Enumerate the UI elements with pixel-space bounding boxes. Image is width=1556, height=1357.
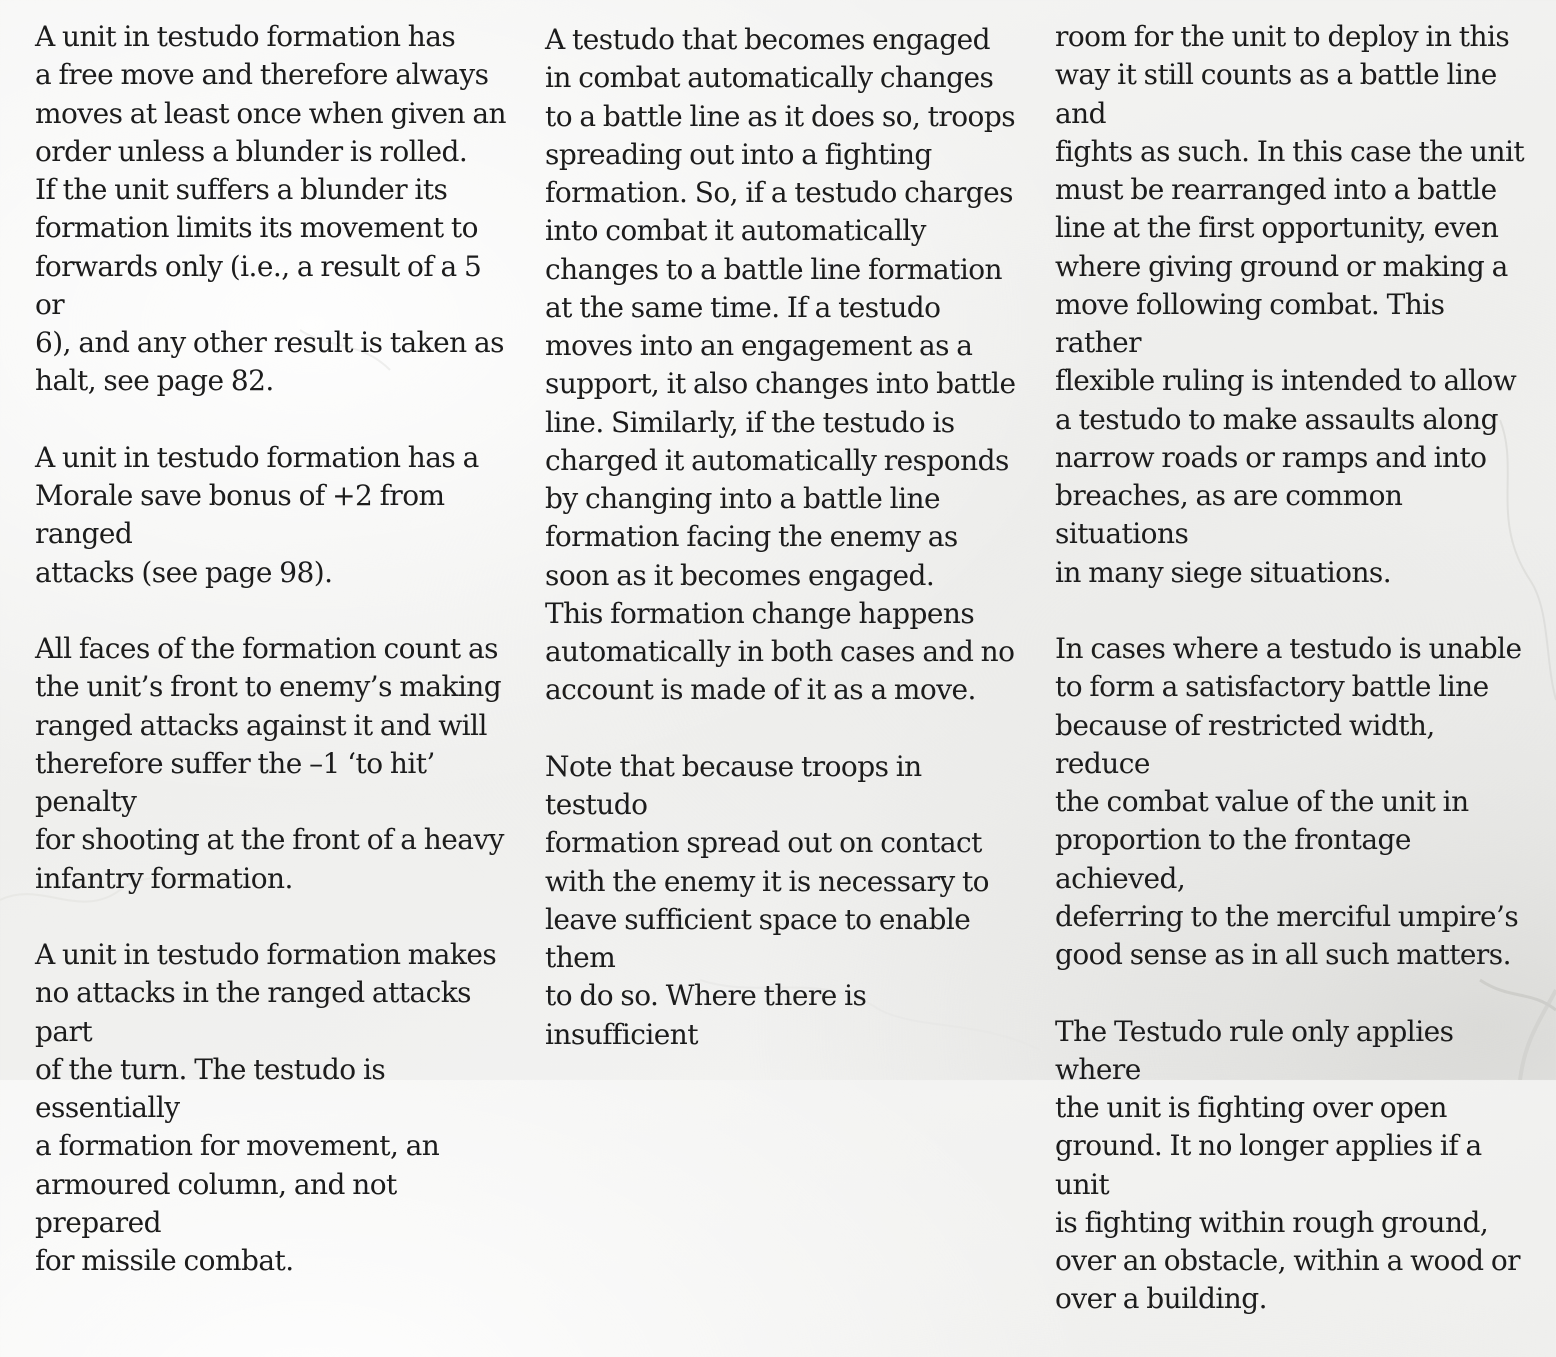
paragraph-open-ground-rule: The Testudo rule only applies where the unit is fighting over open ground. It no longer applies if a unit is fighting within rough ground, over an obstacle, within a wood or over a building. xyxy=(1055,1014,1520,1316)
text-column-3 xyxy=(1055,18,1535,1357)
paragraph-restricted-width: In cases where a testudo is unable to form a satisfactory battle line because of restricted width, reduce the combat value of the unit in proportion to the frontage achieved, deferring to the merciful umpire’s good sense as in all such matters. xyxy=(1055,632,1522,971)
paragraph-deploy-room: room for the unit to deploy in this way it still counts as a battle line and fights as such. In this case the unit must be rearranged into a battle line at the first opportunity, even where giving ground or making a move following combat. This rather flexible ruling is intended to allow a testudo to make assaults along narrow roads or ramps and into breaches, as are common situations in many siege situations. xyxy=(1055,20,1525,589)
paragraph-morale-save: A unit in testudo formation has a Morale save bonus of +2 from ranged attacks (see page 98). xyxy=(35,440,479,589)
paragraph-engaged-combat: A testudo that becomes engaged in combat automatically changes to a battle line as it does so, troops spreading out into a fighting formation. So, if a testudo charges into combat it automatically changes to a battle line formation at the same time. If a testudo moves into an engagement as a support, it also changes into battle line. Similarly, if the testudo is charged it automatically responds by changing into a battle line formation facing the enemy as soon as it becomes engaged. This formation change happens automatically in both cases and no account is made of it as a move. xyxy=(545,23,1016,707)
text-column-1 xyxy=(35,18,515,1319)
paragraph-no-ranged-attacks: A unit in testudo formation makes no attacks in the ranged attacks part of the turn. The testudo is essentially a formation for movement, an armoured column, and not prepared for missile combat. xyxy=(35,938,497,1277)
paragraph-free-move: A unit in testudo formation has a free move and therefore always moves at least once when given an order unless a blunder is rolled. If the unit suffers a blunder its formation limits its movement to forwards only (i.e., a result of a 5 or 6), and any other result is taken as halt, see page 82. xyxy=(35,20,506,398)
text-column-2 xyxy=(545,21,1020,1092)
paragraph-all-faces: All faces of the formation count as the unit’s front to enemy’s making ranged attacks against it and will therefore suffer the –1 ‘to hit’ penalty for shooting at the front of a heavy infantry formation. xyxy=(35,632,504,895)
paragraph-spacing-note: Note that because troops in testudo formation spread out on contact with the enemy it is necessary to leave sufficient space to enable them to do so. Where there is insufficient xyxy=(545,749,989,1051)
